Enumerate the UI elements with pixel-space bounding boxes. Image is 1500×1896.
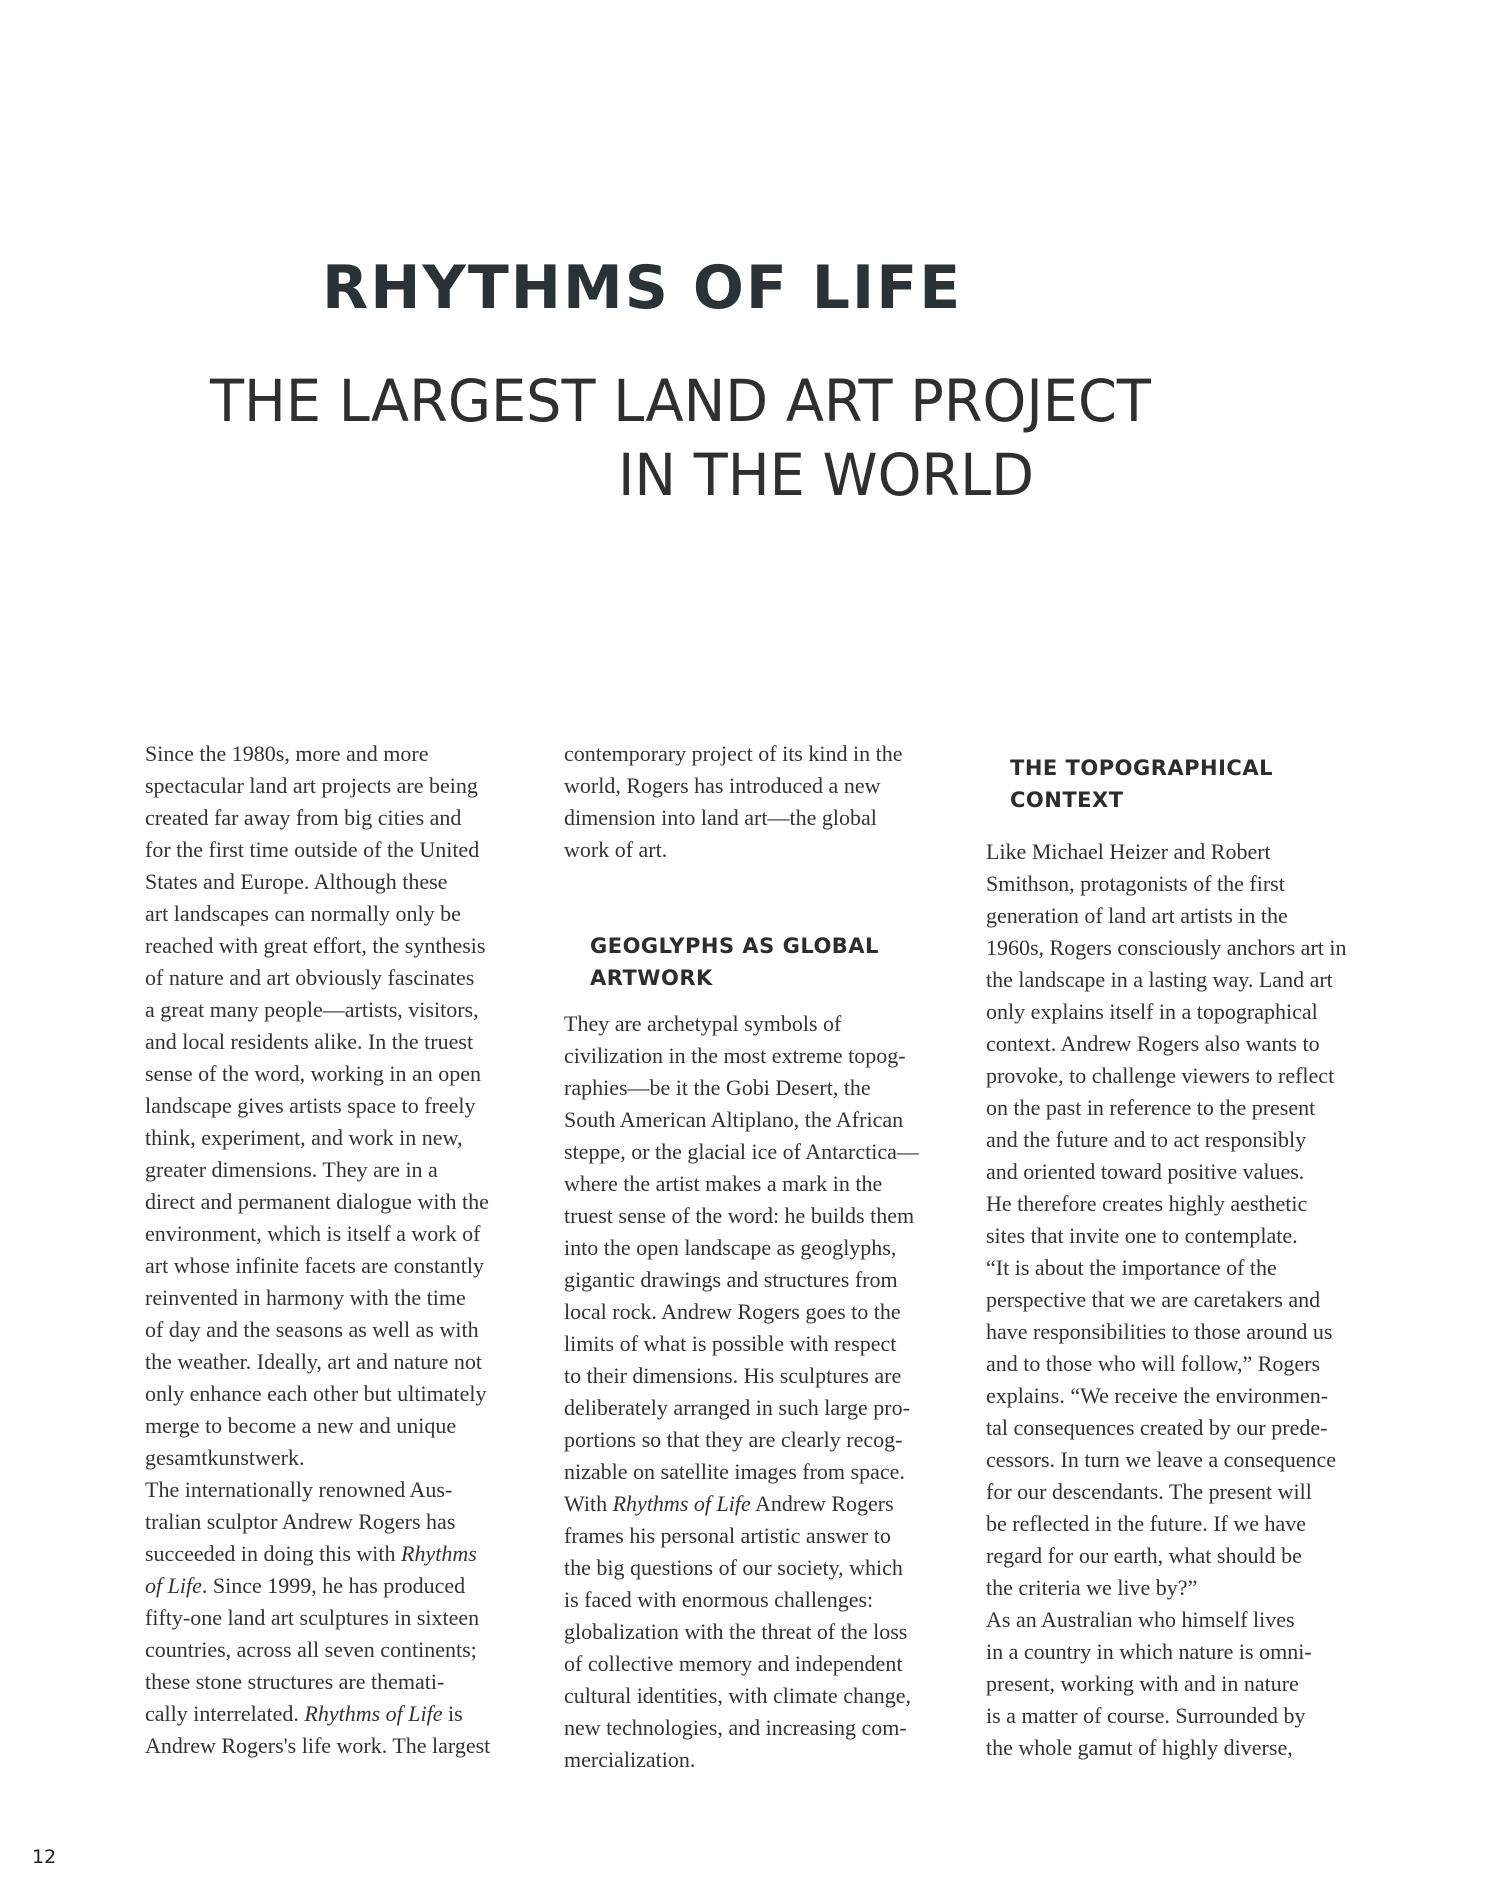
text-line: environment, which is itself a work of	[145, 1221, 481, 1246]
text-line: gigantic drawings and structures from	[564, 1267, 898, 1292]
text-span: cally interrelated.	[145, 1701, 305, 1726]
text-column-3	[986, 752, 1386, 1764]
text-line: spectacular land art projects are being	[145, 773, 478, 798]
text-line: mercialization.	[564, 1747, 696, 1772]
text-line: civilization in the most extreme topog-	[564, 1043, 906, 1068]
article-subtitle-line-1: THE LARGEST LAND ART PROJECT	[210, 367, 1151, 435]
text-line: contemporary project of its kind in the	[564, 741, 903, 766]
heading-line: ARTWORK	[590, 966, 713, 990]
text-line: of day and the seasons as well as with	[145, 1317, 479, 1342]
text-line: generation of land art artists in the	[986, 903, 1288, 928]
text-line: of collective memory and independent	[564, 1651, 903, 1676]
text-line: created far away from big cities and	[145, 805, 462, 830]
text-line: a great many people—artists, visitors,	[145, 997, 479, 1022]
text-line: to their dimensions. His sculptures are	[564, 1363, 902, 1388]
text-line: only enhance each other but ultimately	[145, 1381, 487, 1406]
text-line: dimension into land art—the global	[564, 805, 877, 830]
text-line: into the open landscape as geoglyphs,	[564, 1235, 897, 1260]
text-line: and local residents alike. In the truest	[145, 1029, 474, 1054]
text-line: the big questions of our society, which	[564, 1555, 903, 1580]
text-line: perspective that we are caretakers and	[986, 1287, 1321, 1312]
text-line: raphies—be it the Gobi Desert, the	[564, 1075, 871, 1100]
text-line: on the past in reference to the present	[986, 1095, 1316, 1120]
page-number: 12	[32, 1846, 57, 1868]
text-line: reinvented in harmony with the time	[145, 1285, 466, 1310]
text-line: art landscapes can normally only be	[145, 901, 461, 926]
text-line: nizable on satellite images from space.	[564, 1459, 905, 1484]
text-line: The internationally renowned Aus-	[145, 1477, 453, 1502]
text-line: regard for our earth, what should be	[986, 1543, 1302, 1568]
text-line: frames his personal artistic answer to	[564, 1523, 891, 1548]
text-line: new technologies, and increasing com-	[564, 1715, 907, 1740]
text-line: the weather. Ideally, art and nature not	[145, 1349, 482, 1374]
text-line: “It is about the importance of the	[986, 1255, 1277, 1280]
text-line: local rock. Andrew Rogers goes to the	[564, 1299, 901, 1324]
text-line	[145, 1698, 545, 1730]
heading-line: THE TOPOGRAPHICAL	[1010, 756, 1273, 780]
text-line: deliberately arranged in such large pro-	[564, 1395, 910, 1420]
text-line: only explains itself in a topographical	[986, 999, 1318, 1024]
text-line: of nature and art obviously fascinates	[145, 965, 475, 990]
text-column-1	[145, 738, 545, 1762]
section-heading-topographical	[1010, 752, 1386, 816]
text-line: countries, across all seven continents;	[145, 1637, 477, 1662]
text-line: these stone structures are themati-	[145, 1669, 445, 1694]
text-line: sense of the word, working in an open	[145, 1061, 482, 1086]
text-line	[145, 1570, 545, 1602]
text-line: States and Europe. Although these	[145, 869, 448, 894]
text-line: and the future and to act responsibly	[986, 1127, 1307, 1152]
text-line: Andrew Rogers's life work. The largest	[145, 1733, 491, 1758]
text-line: merge to become a new and unique	[145, 1413, 457, 1438]
text-line: be reflected in the future. If we have	[986, 1511, 1307, 1536]
text-line: and to those who will follow,” Rogers	[986, 1351, 1321, 1376]
text-span: succeeded in doing this with	[145, 1541, 402, 1566]
text-line: As an Australian who himself lives	[986, 1607, 1295, 1632]
text-line: the landscape in a lasting way. Land art	[986, 967, 1333, 992]
text-line: tralian sculptor Andrew Rogers has	[145, 1509, 456, 1534]
text-line: direct and permanent dialogue with the	[145, 1189, 489, 1214]
italic-title: Rhythms	[401, 1541, 477, 1566]
italic-title: Rhythms of Life	[304, 1701, 443, 1726]
text-line: truest sense of the word: he builds them	[564, 1203, 915, 1228]
article-subtitle-line-2: IN THE WORLD	[618, 441, 1035, 509]
text-column-2	[564, 738, 964, 1776]
text-line: Smithson, protagonists of the first	[986, 871, 1285, 896]
text-line: cultural identities, with climate change,	[564, 1683, 911, 1708]
text-line: the whole gamut of highly diverse,	[986, 1735, 1293, 1760]
text-line: context. Andrew Rogers also wants to	[986, 1031, 1320, 1056]
text-span: Andrew Rogers	[750, 1491, 894, 1516]
text-line: art whose infinite facets are constantly	[145, 1253, 485, 1278]
text-line: 1960s, Rogers consciously anchors art in	[986, 935, 1347, 960]
text-line: present, working with and in nature	[986, 1671, 1299, 1696]
text-line: cessors. In turn we leave a consequence	[986, 1447, 1337, 1472]
text-line: fifty-one land art sculptures in sixteen	[145, 1605, 480, 1630]
text-line: steppe, or the glacial ice of Antarctica—	[564, 1139, 919, 1164]
text-span: With	[564, 1491, 613, 1516]
text-span: is	[442, 1701, 463, 1726]
text-line: South American Altiplano, the African	[564, 1107, 904, 1132]
text-line: think, experiment, and work in new,	[145, 1125, 463, 1150]
text-line: world, Rogers has introduced a new	[564, 773, 881, 798]
text-line: They are archetypal symbols of	[564, 1011, 842, 1036]
heading-line: GEOGLYPHS AS GLOBAL	[590, 934, 879, 958]
heading-line: CONTEXT	[1010, 788, 1124, 812]
text-line: and oriented toward positive values.	[986, 1159, 1305, 1184]
text-line: is a matter of course. Surrounded by	[986, 1703, 1306, 1728]
text-line: limits of what is possible with respect	[564, 1331, 897, 1356]
text-line: have responsibilities to those around us	[986, 1319, 1333, 1344]
article-title: RHYTHMS OF LIFE	[322, 253, 963, 323]
text-line: portions so that they are clearly recog-	[564, 1427, 903, 1452]
text-line: where the artist makes a mark in the	[564, 1171, 883, 1196]
text-line: work of art.	[564, 837, 668, 862]
text-line: gesamtkunstwerk.	[145, 1445, 305, 1470]
text-line: in a country in which nature is omni-	[986, 1639, 1312, 1664]
text-line: for the first time outside of the United	[145, 837, 480, 862]
text-line: tal consequences created by our prede-	[986, 1415, 1328, 1440]
text-line	[145, 1538, 545, 1570]
text-line: Since the 1980s, more and more	[145, 741, 429, 766]
text-line: the criteria we live by?”	[986, 1575, 1198, 1600]
text-line	[564, 1488, 964, 1520]
text-line: globalization with the threat of the loss	[564, 1619, 908, 1644]
text-line: explains. “We receive the environmen-	[986, 1383, 1329, 1408]
text-line: sites that invite one to contemplate.	[986, 1223, 1298, 1248]
section-heading-geoglyphs	[590, 930, 964, 994]
text-span: . Since 1999, he has produced	[201, 1573, 466, 1598]
text-line: landscape gives artists space to freely	[145, 1093, 476, 1118]
text-line: Like Michael Heizer and Robert	[986, 839, 1271, 864]
text-line: greater dimensions. They are in a	[145, 1157, 438, 1182]
text-line: provoke, to challenge viewers to reflect	[986, 1063, 1335, 1088]
italic-title: Rhythms of Life	[612, 1491, 751, 1516]
text-line: is faced with enormous challenges:	[564, 1587, 874, 1612]
text-line: for our descendants. The present will	[986, 1479, 1312, 1504]
text-line: reached with great effort, the synthesis	[145, 933, 486, 958]
text-line: He therefore creates highly aesthetic	[986, 1191, 1308, 1216]
italic-title: of Life	[145, 1573, 202, 1598]
